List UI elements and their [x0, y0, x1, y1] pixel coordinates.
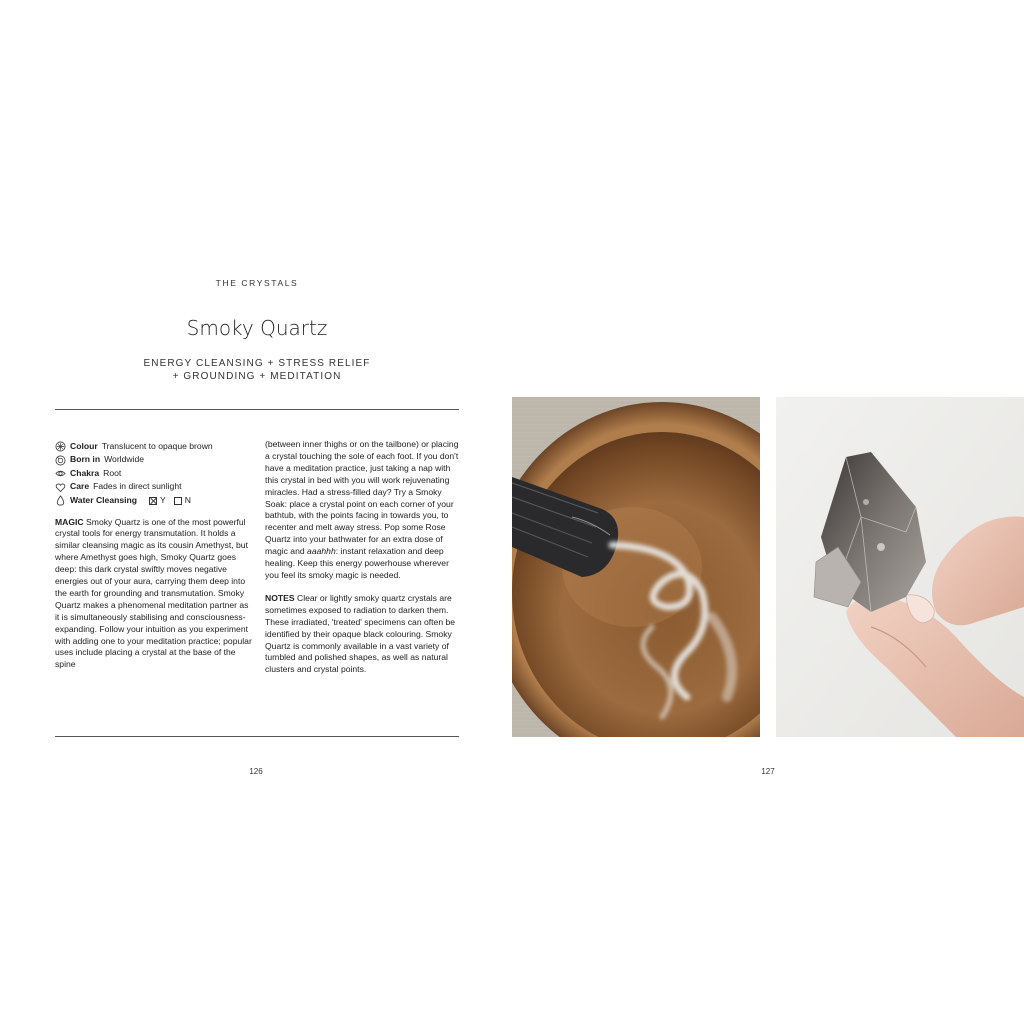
magic-paragraph — [55, 517, 255, 672]
subtitle-line-1: ENERGY CLEANSING + STRESS RELIEF — [143, 358, 371, 369]
smoky-quartz-in-hand-photo — [776, 397, 1024, 737]
magic-continued-text: (between inner thighs or on the tailbone) or placing a crystal touching the sole of each foot. If you don't have a meditation practice, just taking a nap with this crystal in bed with you will work rejuvenating miracles. Had a stress-filled day? Try a Smoky Soak: place a crystal point on each corner of your bathtub, with the points facing in towards you, to recenter and melt away stress. Pop some Rose Quartz into your bathwater for an extra dose of magic and — [265, 439, 459, 557]
attribute-born-in — [55, 454, 255, 468]
bottom-divider — [55, 736, 459, 737]
checkbox-no-unchecked — [174, 497, 182, 505]
attribute-chakra — [55, 467, 255, 481]
attribute-value: Fades in direct sunlight — [93, 481, 182, 492]
magic-end-text: : instant relaxation and deep healing. Keep this energy powerhouse wherever you feel its smoky magic is needed. — [265, 546, 449, 580]
attribute-care — [55, 481, 255, 495]
heart-icon — [55, 482, 66, 493]
lotus-icon — [55, 441, 66, 452]
checkbox-yes-checked — [149, 497, 157, 505]
attribute-label: Care — [70, 481, 90, 492]
attribute-value: Worldwide — [104, 454, 145, 465]
subtitle-line-2: + GROUNDING + MEDITATION — [172, 371, 342, 382]
attribute-label: Chakra — [70, 467, 100, 478]
subtitle — [120, 357, 394, 383]
attribute-label: Colour — [70, 440, 98, 451]
attribute-label: Born in — [70, 454, 101, 465]
magic-label: MAGIC — [55, 516, 84, 527]
attribute-value: Root — [103, 467, 122, 478]
magic-text: Smoky Quartz is one of the most powerful crystal tools for energy transmutation. It holds a similar cleansing magic as its cousin Amethyst, but where Amethyst goes high, Smoky Quartz goes deep: this dark crystal swiftly moves negative energies out of your aura, carrying them deep into the earth for grounding and transmutation. Smoky Quartz makes a phenomenal meditation partner as it is simultaneously stabilising and consciousness-expanding. Follow your intuition as you experiment with adding one to your meditation practice; popular uses include placing a crystal at the base of the spine — [55, 516, 252, 670]
page-number-right: 127 — [761, 767, 775, 776]
checkbox-yes-label: Y — [160, 494, 166, 505]
smoky-quartz-smudging-photo — [512, 397, 760, 737]
top-divider — [55, 409, 459, 410]
attribute-water-cleansing — [55, 494, 255, 508]
right-column — [265, 439, 459, 687]
checkbox-no-label: N — [184, 494, 191, 505]
magic-continued-paragraph — [265, 439, 459, 582]
eye-icon — [55, 468, 66, 479]
notes-paragraph — [265, 593, 459, 676]
page-number-left: 126 — [249, 767, 263, 776]
attribute-value: Translucent to opaque brown — [101, 440, 213, 451]
globe-icon — [55, 455, 66, 466]
water-drop-icon — [55, 495, 66, 506]
attribute-label: Water Cleansing — [70, 494, 138, 505]
page-title: Smoky Quartz — [186, 316, 328, 340]
notes-label: NOTES — [265, 592, 295, 603]
section-label: THE CRYSTALS — [215, 278, 299, 288]
attribute-colour — [55, 440, 255, 454]
magic-italic-text: aaahhh — [307, 546, 336, 557]
notes-text: Clear or lightly smoky quartz crystals are sometimes exposed to radiation to darken them. These irradiated, 'treated' specimens can often be identified by their opaque black colouring. Smoky Quartz is commonly available in a vast variety of tumbled and polished shapes, as well as natural clusters and crystal points. — [265, 592, 456, 675]
left-column — [55, 440, 255, 682]
